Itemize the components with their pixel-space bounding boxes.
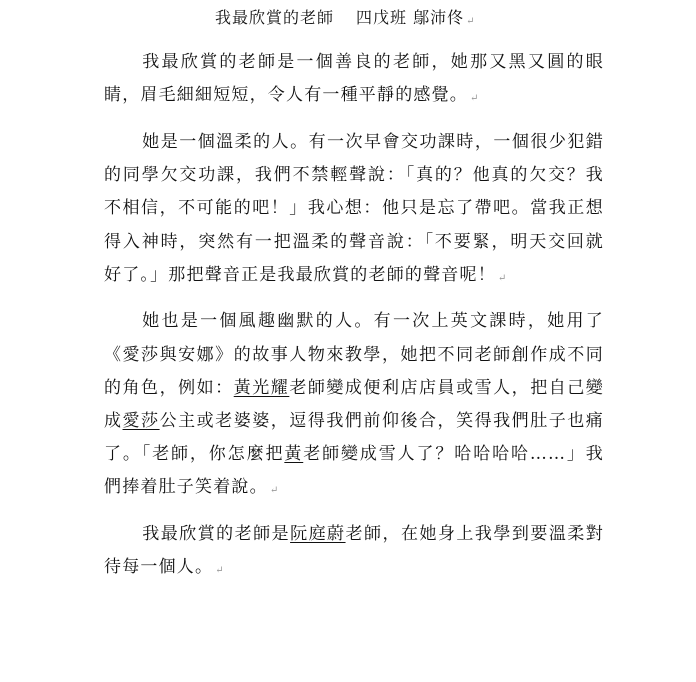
proper-name-underlined: 阮庭蔚 [290,524,346,545]
essay-title-line [215,8,475,32]
paragraph-3-text-2: 老師變成便利店店員或雪人，把自己變成 [104,377,604,432]
paragraph-mark-icon: ↵ [497,272,507,284]
paragraph-1-text: 我最欣賞的老師是一個善良的老師，她那又黑又圓的眼睛，眉毛細細短短，令人有一種平靜的感覺。 [104,52,604,106]
paragraph-4-text-2: 老師，在她身上我學到要溫柔對待每一個人。 [104,524,604,578]
essay-body [104,46,604,588]
paragraph-3-text-1: 她也是一個風趣幽默的人。有一次上英文課時，她用了《愛莎與安娜》的故事人物來教學，她把不同老師創作成不同的角色，例如： [104,311,604,398]
paragraph-4-text-1: 我最欣賞的老師是 [142,524,291,545]
paragraph-3-text-3: 公主或老婆婆，逗得我們前仰後合，笑得我們肚子也痛了。「老師，你怎麼把 [104,411,604,465]
author-name: 鄔沛佟 [413,8,465,27]
paragraph-1 [104,46,604,115]
paragraph-2 [104,126,604,295]
paragraph-3-text-4: 老師變成雪人了？哈哈哈哈……」我們捧着肚子笑着說。 [104,444,605,498]
paragraph-mark-icon: ↵ [215,565,224,577]
paragraph-2-text: 她是一個溫柔的人。有一次早會交功課時，一個很少犯錯的同學欠交功課，我們不禁輕聲說：「真的？他真的欠交？我不相信，不可能的吧！」我心想：他只是忘了帶吧。當我正想得入神時，突然有一把溫柔的聲音說：「不要緊，明天交回就好了。」那把聲音正是我最欣賞的老師的聲音呢！ [104,131,604,285]
paragraph-mark-icon: ↵ [269,485,279,497]
proper-name-underlined: 黃 [284,444,304,465]
proper-name-underlined: 愛莎 [122,411,160,432]
paragraph-3 [104,305,604,507]
paragraph-mark-icon: ↵ [470,93,479,105]
class-name: 四戊班 [356,8,408,27]
paragraph-mark-icon: ↵ [466,16,475,27]
proper-name-underlined: 黃光耀 [233,377,290,398]
paragraph-4 [104,518,604,587]
essay-title: 我最欣賞的老師 [215,8,335,27]
